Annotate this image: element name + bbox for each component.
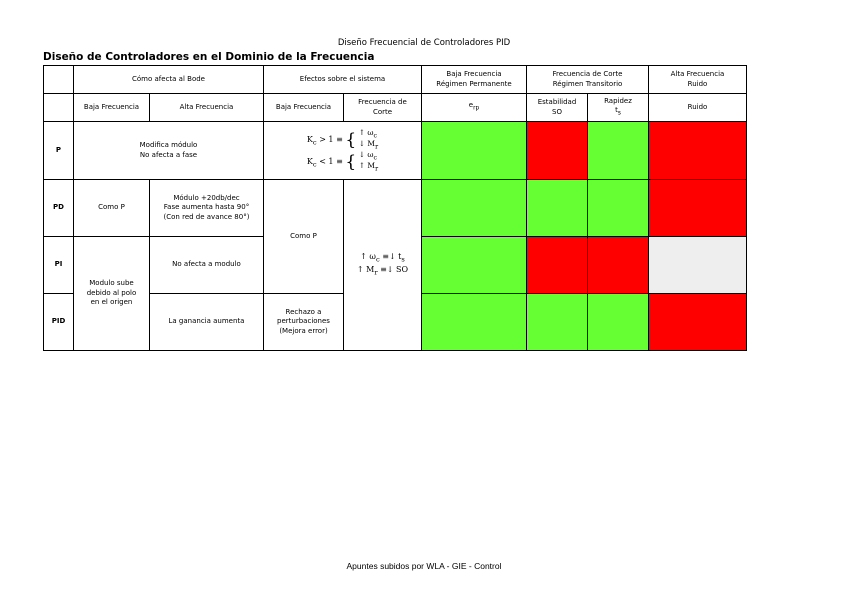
table-row-pd — [44, 180, 747, 237]
erp-symbol: e — [468, 101, 474, 110]
corte-mr-sub: r — [374, 268, 378, 277]
effect-mr-down: ↓ M — [358, 138, 376, 148]
kc-relation-2: < 1 ≡ — [319, 156, 343, 166]
header-alta-line1: Alta Frecuencia — [670, 70, 725, 79]
pid-ruido-cell — [649, 294, 747, 351]
p-bode-line2: No afecta a fase — [139, 150, 198, 159]
subheader-bode-alta: Alta Frecuencia — [150, 94, 264, 122]
effect-wc-up-sub: c — [373, 132, 378, 140]
pid-ef-baja-line2: perturbaciones — [277, 317, 330, 326]
p-erp-cell — [422, 122, 527, 180]
kc-subscript: c — [312, 138, 317, 147]
pi-rapidez-cell — [588, 237, 649, 294]
subheader-efectos-corte — [344, 94, 422, 122]
corner-cell-2 — [44, 94, 74, 122]
modulo-line3: en el origen — [90, 298, 133, 307]
pd-bode-alta — [150, 180, 264, 237]
modulo-line2: debido al polo — [86, 288, 137, 297]
p-estabilidad-cell — [527, 122, 588, 180]
effect-wc-down-sub: c — [373, 154, 378, 162]
header-efectos: Efectos sobre el sistema — [264, 66, 422, 94]
modulo-line1: Modulo sube — [89, 279, 134, 288]
kc-symbol: K — [306, 134, 313, 144]
pid-bode-alta: La ganancia aumenta — [150, 294, 264, 351]
pid-rapidez-cell — [588, 294, 649, 351]
row-label-p: P — [44, 122, 74, 180]
pd-bode-baja: Como P — [74, 180, 150, 237]
corte-ts-sub: s — [401, 256, 405, 264]
p-kc-less — [266, 151, 419, 173]
effect-mr-down-sub: r — [375, 143, 379, 150]
effect-mr-up-sub: r — [375, 165, 379, 172]
header-baja-line1: Baja Frecuencia — [446, 70, 502, 79]
pd-ruido-cell — [649, 180, 747, 237]
subheader-corte-line2: Corte — [372, 107, 393, 116]
header-title: Diseño Frecuencial de Controladores PID — [337, 38, 511, 48]
pid-erp-cell — [422, 294, 527, 351]
brace-icon-2: { — [345, 151, 357, 172]
pi-erp-cell — [422, 237, 527, 294]
corte-effects-cell — [344, 180, 422, 351]
sub-header-row — [44, 94, 747, 122]
footer-text: Apuntes subidos por WLA - GIE - Control — [346, 561, 502, 571]
p-rapidez-cell — [588, 122, 649, 180]
subheader-corte-line1: Frecuencia de — [358, 98, 407, 107]
subheader-bode-baja: Baja Frecuencia — [74, 94, 150, 122]
pid-summary-table — [43, 65, 747, 351]
pd-erp-cell — [422, 180, 527, 237]
p-bode-cell — [74, 122, 264, 180]
pd-bode-alta-line1: Módulo +20db/dec — [173, 193, 240, 202]
table-row-p — [44, 122, 747, 180]
rapidez-line1: Rapidez — [604, 96, 632, 105]
corte-wc-sub: c — [375, 256, 380, 264]
p-kc-less-effects — [359, 151, 378, 172]
header-alta-frecuencia — [649, 66, 747, 94]
document-title: Diseño de Controladores en el Dominio de la Frecuencia — [43, 51, 375, 63]
header-corte-line2: Régimen Transitorio — [552, 79, 623, 88]
effect-wc-up: ↑ ω — [358, 127, 374, 137]
row-label-pid: PID — [44, 294, 74, 351]
subheader-estabilidad — [527, 94, 588, 122]
pd-rapidez-cell — [588, 180, 649, 237]
corner-cell — [44, 66, 74, 94]
header-corte-line1: Frecuencia de Corte — [552, 70, 623, 79]
pi-bode-alta: No afecta a modulo — [150, 237, 264, 294]
header-baja-frecuencia — [422, 66, 527, 94]
pi-estabilidad-cell — [527, 237, 588, 294]
header-bode: Cómo afecta al Bode — [74, 66, 264, 94]
p-bode-line1: Modifica módulo — [139, 141, 198, 150]
effect-wc-down: ↓ ω — [358, 149, 374, 159]
corte-mr-up: ↑ M — [356, 265, 375, 274]
rapidez-symbol: t — [615, 106, 618, 115]
pid-estabilidad-cell — [527, 294, 588, 351]
erp-subscript: rp — [473, 105, 480, 112]
row-label-pi: PI — [44, 237, 74, 294]
group-header-row — [44, 66, 747, 94]
kc-symbol-2: K — [306, 156, 313, 166]
pd-estabilidad-cell — [527, 180, 588, 237]
estabilidad-line2: SO — [552, 107, 562, 116]
p-efectos-cell — [264, 122, 422, 180]
subheader-ruido: Ruido — [649, 94, 747, 122]
p-ruido-cell — [649, 122, 747, 180]
pd-bode-alta-line2: Fase aumenta hasta 90° — [163, 203, 250, 212]
subheader-rapidez — [588, 94, 649, 122]
modulo-sube-cell — [74, 237, 150, 351]
rapidez-subscript: s — [617, 110, 621, 117]
subheader-efectos-baja: Baja Frecuencia — [264, 94, 344, 122]
como-p-cell: Como P — [264, 180, 344, 294]
pd-bode-alta-line3: (Con red de avance 80°) — [163, 212, 250, 221]
kc-subscript-2: c — [312, 160, 317, 169]
corte-wc-up: ↑ ω — [360, 252, 376, 262]
pid-ef-baja-line1: Rechazo a — [285, 307, 322, 316]
pi-ruido-cell — [649, 237, 747, 294]
header-baja-line2: Régimen Permanente — [436, 79, 512, 88]
corte-ts-down: ≡↓ t — [382, 252, 402, 262]
header-frecuencia-corte — [527, 66, 649, 94]
estabilidad-line1: Estabilidad — [537, 98, 577, 107]
p-kc-greater — [266, 129, 419, 151]
pid-efectos-baja — [264, 294, 344, 351]
pid-ef-baja-line3: (Mejora error) — [279, 326, 328, 335]
row-label-pd: PD — [44, 180, 74, 237]
header-alta-line2: Ruido — [687, 79, 708, 88]
subheader-erp — [422, 94, 527, 122]
kc-relation: > 1 ≡ — [319, 134, 343, 144]
p-kc-greater-effects — [359, 129, 378, 150]
corte-so-down: ≡↓ SO — [380, 265, 409, 274]
effect-mr-up: ↑ M — [358, 160, 376, 170]
brace-icon: { — [345, 129, 357, 150]
